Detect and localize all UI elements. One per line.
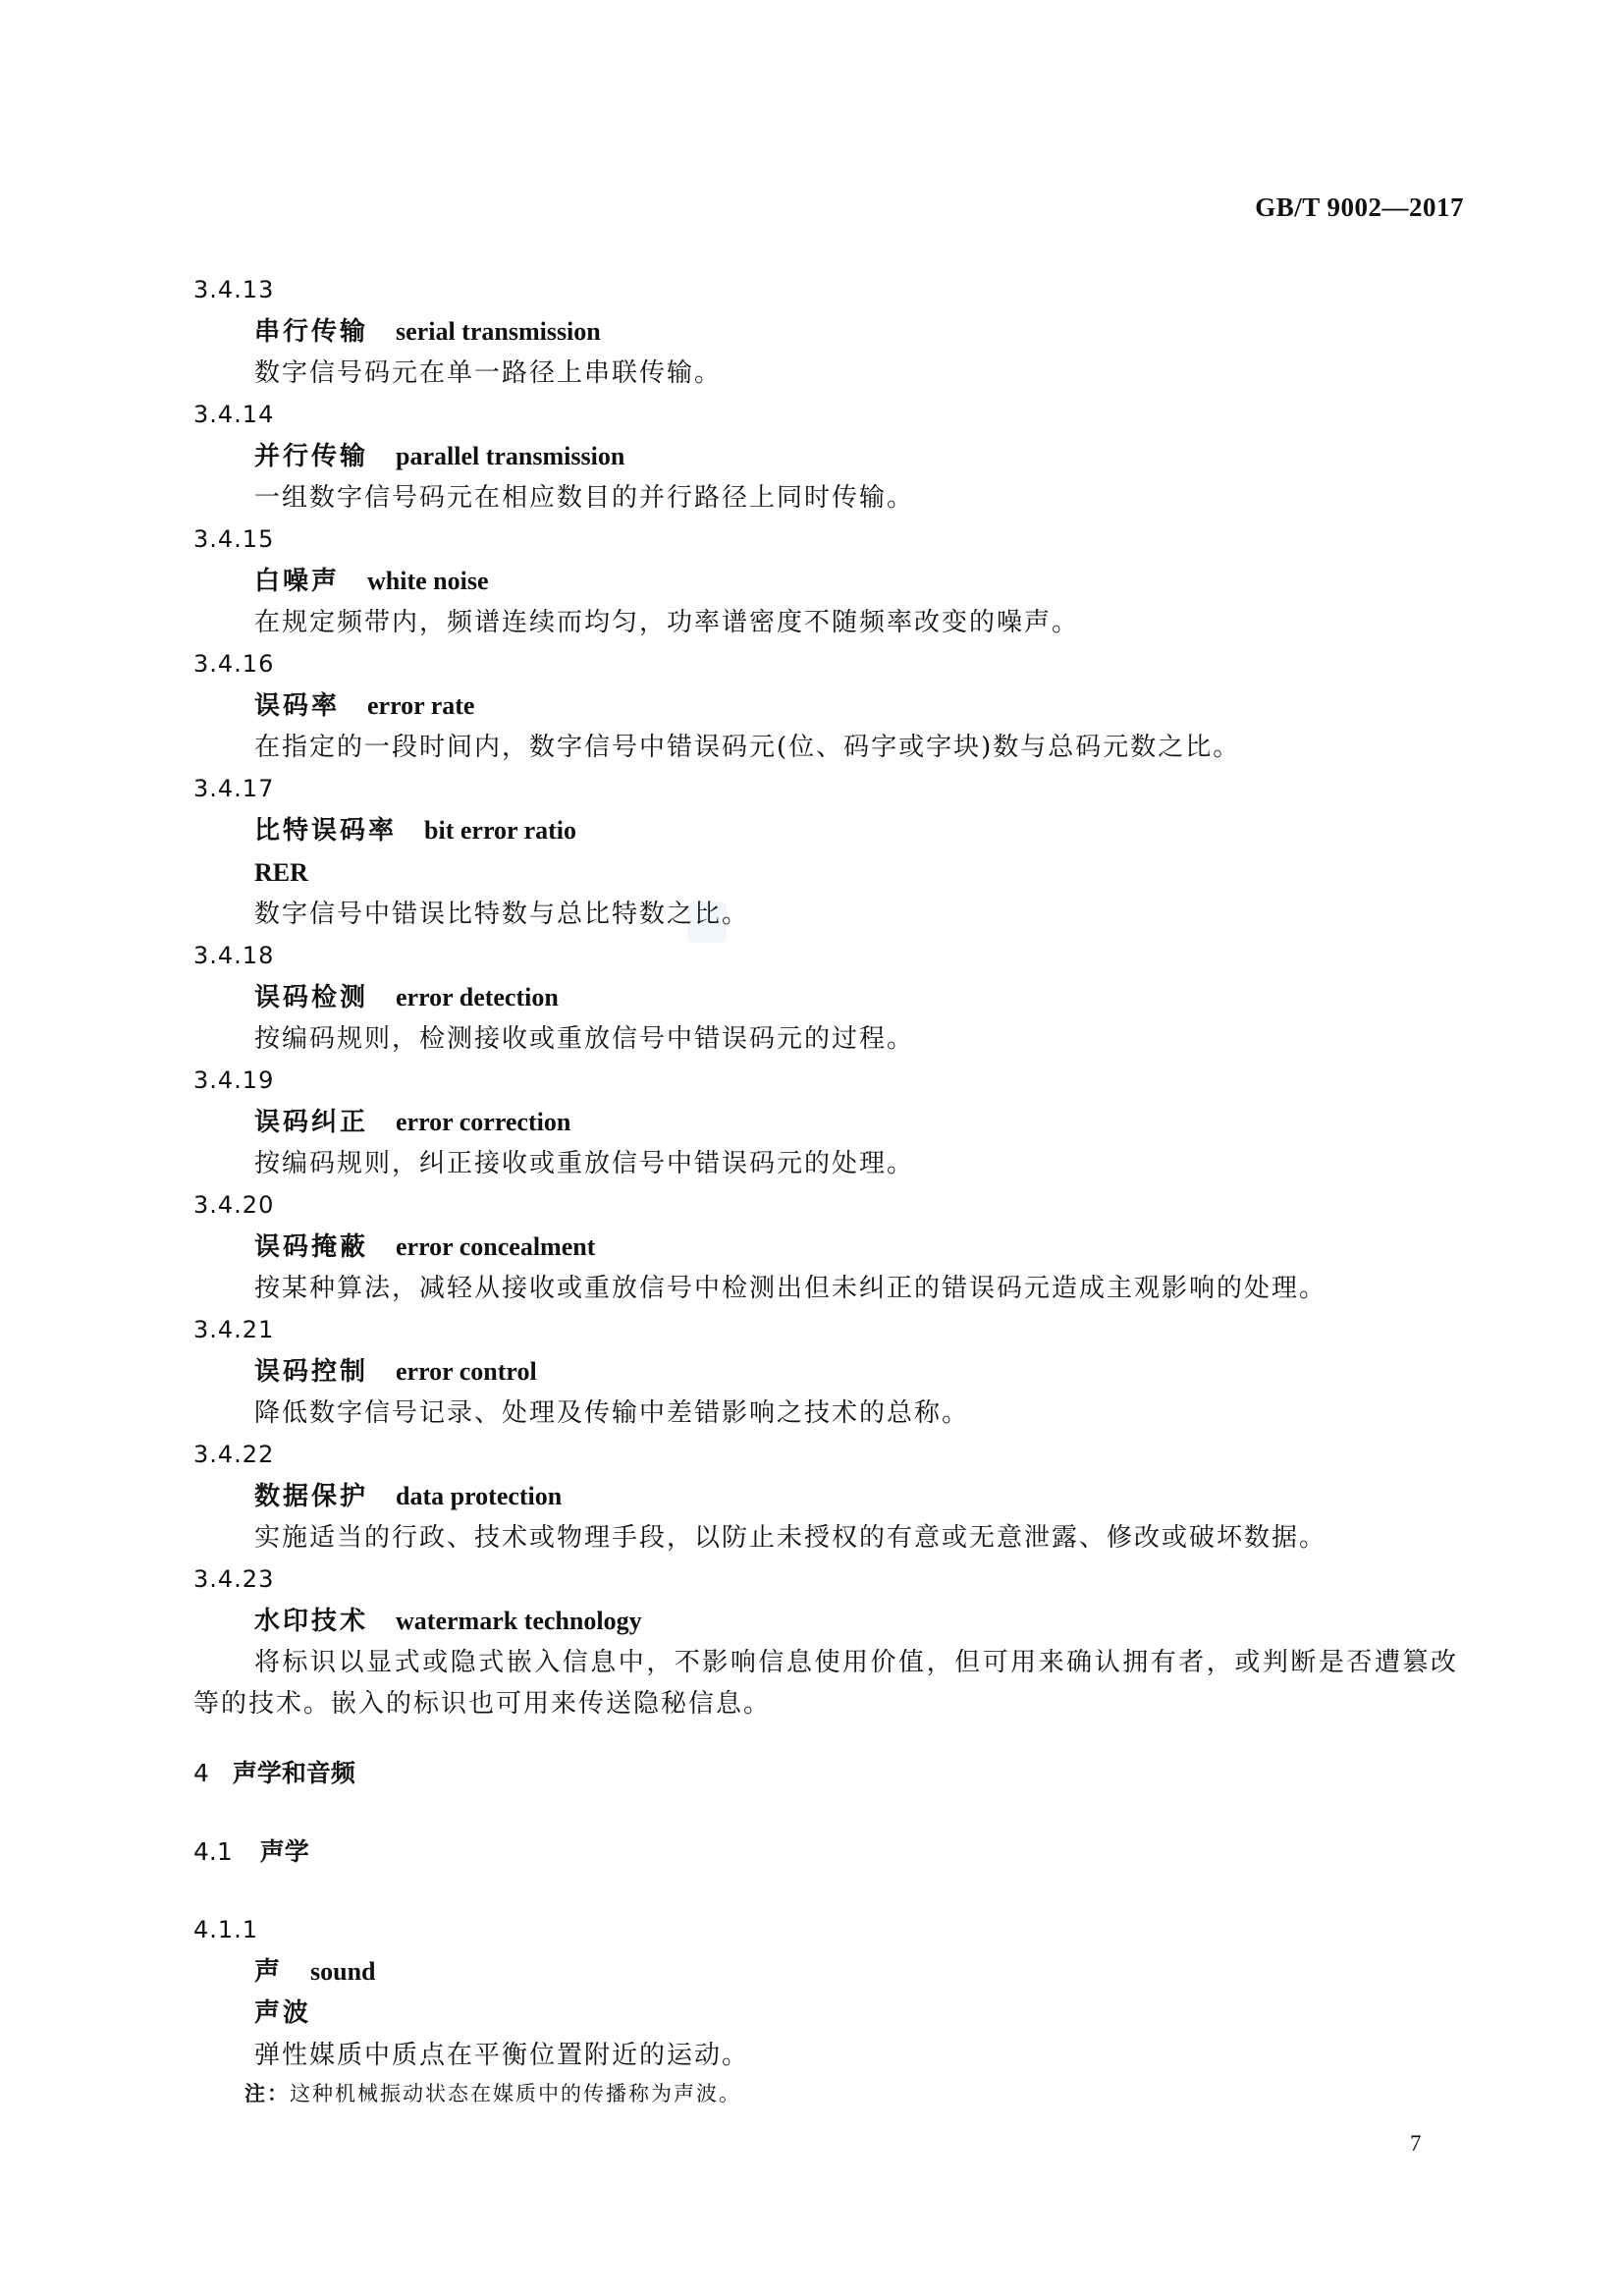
term-en: bit error ratio: [424, 816, 576, 845]
term-line: [193, 976, 1470, 1018]
term-definition: 弹性媒质中质点在平衡位置附近的运动。: [254, 2041, 750, 2070]
clause-number: 3.4.14: [193, 401, 275, 428]
term-zh: 数据保护: [254, 1482, 369, 1511]
term-en: error detection: [396, 983, 559, 1011]
term-zh: 误码率: [254, 691, 341, 721]
term-entry: [193, 1909, 1470, 2111]
standard-code: GB/T 9002—2017: [1255, 192, 1464, 222]
term-entry: [193, 768, 1470, 935]
term-zh: 误码检测: [254, 983, 369, 1012]
section-heading: [193, 1752, 1470, 1795]
term-zh: 白噪声: [254, 567, 341, 596]
term-en: white noise: [367, 567, 489, 595]
term-line: [193, 1226, 1470, 1268]
clause-number: 3.4.19: [193, 1066, 275, 1094]
note-text: 这种机械振动状态在媒质中的传播称为声波。: [290, 2082, 741, 2105]
clause-number: 3.4.17: [193, 775, 275, 802]
term-zh: 误码掩蔽: [254, 1232, 369, 1262]
subsection-title: 声学: [259, 1837, 309, 1866]
term-entry: [193, 269, 1470, 394]
term-line: [193, 809, 1470, 851]
term-abbreviation: RER: [254, 858, 308, 887]
term-en: serial transmission: [396, 317, 601, 346]
section-number: 4: [193, 1759, 209, 1787]
term-line: [193, 560, 1470, 602]
clause-number: 3.4.16: [193, 650, 275, 678]
page-content: [193, 269, 1470, 2111]
term-definition: 按某种算法，减轻从接收或重放信号中检测出但未纠正的错误码元造成主观影响的处理。: [254, 1274, 1327, 1303]
term-line: [193, 684, 1470, 727]
term-en: data protection: [396, 1482, 563, 1510]
term-entry: [193, 394, 1470, 519]
term-definition: 数字信号码元在单一路径上串联传输。: [254, 358, 723, 388]
term-entry: [193, 1184, 1470, 1309]
term-entry: [193, 935, 1470, 1060]
term-zh: 水印技术: [254, 1607, 369, 1636]
term-line: [193, 1101, 1470, 1143]
term-entry: [193, 643, 1470, 768]
clause-number: 4.1.1: [193, 1916, 259, 1943]
term-en: error control: [396, 1357, 537, 1386]
term-definition: 实施适当的行政、技术或物理手段，以防止未授权的有意或无意泄露、修改或破坏数据。: [254, 1523, 1327, 1553]
term-en: error concealment: [396, 1232, 596, 1261]
clause-number: 3.4.21: [193, 1316, 275, 1343]
term-entry: [193, 1558, 1470, 1724]
clause-number: 3.4.23: [193, 1565, 275, 1593]
term-zh: 误码控制: [254, 1357, 369, 1387]
clause-number: 3.4.22: [193, 1441, 275, 1468]
term-en: watermark technology: [396, 1607, 642, 1635]
term-line: [193, 1475, 1470, 1517]
term-zh: 误码纠正: [254, 1108, 369, 1137]
term-entry: [193, 1309, 1470, 1434]
term-definition: 一组数字信号码元在相应数目的并行路径上同时传输。: [254, 483, 915, 513]
term-definition: 在规定频带内，频谱连续而均匀，功率谱密度不随频率改变的噪声。: [254, 608, 1080, 637]
clause-number: 3.4.15: [193, 525, 275, 553]
term-alternative: 声波: [254, 1998, 312, 2028]
term-definition: 将标识以显式或隐式嵌入信息中，不影响信息使用价值，但可用来确认拥有者，或判断是否遭篡改等的技术。嵌入的标识也可用来传送隐秘信息。: [193, 1648, 1458, 1719]
term-definition: 在指定的一段时间内，数字信号中错误码元(位、码字或字块)数与总码元数之比。: [254, 733, 1241, 762]
clause-number: 3.4.18: [193, 942, 275, 969]
section-title: 声学和音频: [232, 1759, 355, 1787]
term-definition: 按编码规则，检测接收或重放信号中错误码元的过程。: [254, 1024, 915, 1054]
term-definition: 数字信号中错误比特数与总比特数之比。: [254, 900, 750, 929]
page-number: 7: [1410, 2131, 1422, 2156]
subsection-heading: [193, 1831, 1470, 1874]
term-line: [193, 435, 1470, 477]
term-alternative-line: [193, 1993, 1470, 2035]
term-note: [193, 2076, 1470, 2111]
term-en: parallel transmission: [396, 442, 625, 470]
term-entry: [193, 1060, 1470, 1184]
term-line: [193, 310, 1470, 353]
subsection-number: 4.1: [193, 1837, 233, 1866]
term-definition: 降低数字信号记录、处理及传输中差错影响之技术的总称。: [254, 1398, 970, 1428]
clause-number: 3.4.13: [193, 276, 275, 303]
term-line: [193, 1600, 1470, 1642]
term-definition: 按编码规则，纠正接收或重放信号中错误码元的处理。: [254, 1149, 915, 1178]
term-abbreviation-line: [193, 851, 1470, 894]
term-entry: [193, 519, 1470, 643]
term-line: [193, 1950, 1470, 1993]
term-entry: [193, 1434, 1470, 1558]
term-en: error correction: [396, 1108, 571, 1136]
term-line: [193, 1350, 1470, 1393]
term-zh: 比特误码率: [254, 816, 398, 846]
term-zh: 串行传输: [254, 317, 369, 347]
term-zh: 声: [254, 1957, 284, 1987]
term-en: sound: [310, 1957, 376, 1986]
note-label: 注：: [244, 2082, 290, 2105]
term-en: error rate: [367, 691, 475, 720]
term-zh: 并行传输: [254, 442, 369, 471]
clause-number: 3.4.20: [193, 1191, 275, 1219]
